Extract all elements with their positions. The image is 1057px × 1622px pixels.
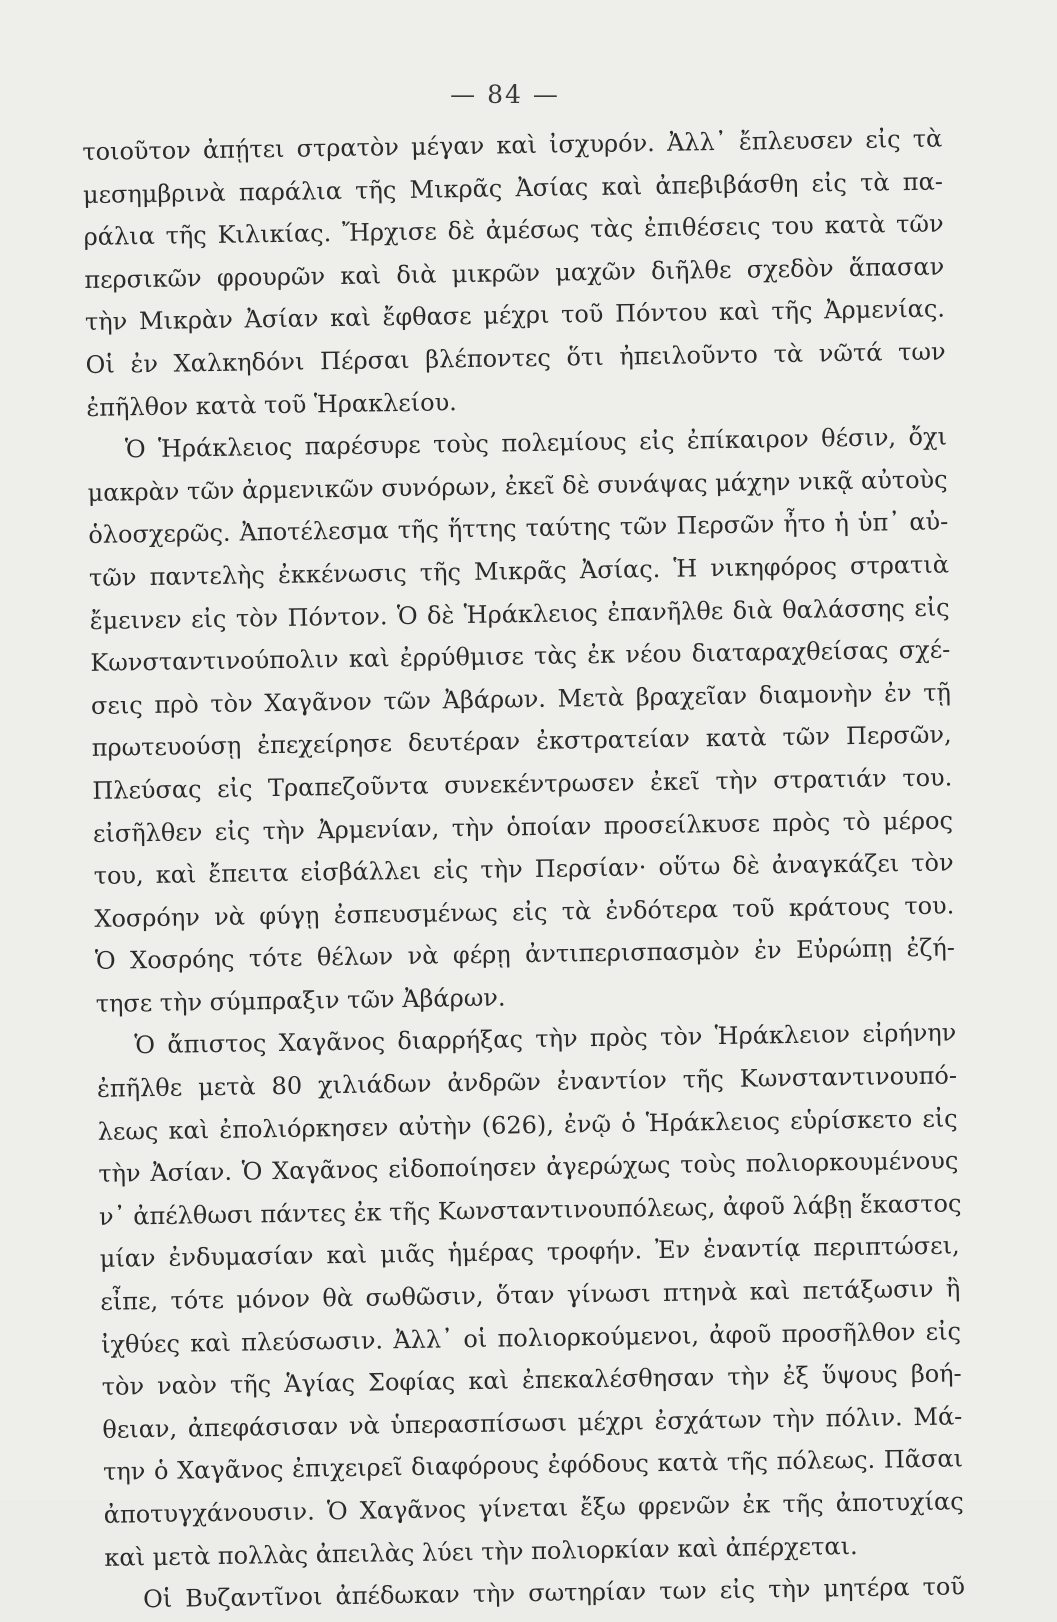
text-line: τοιοῦτον ἀπῄτει στρατὸν μέγαν καὶ ἰσχυρόν. Ἀλλ᾽ ἔπλευσεν εἰς τὰ — [82, 124, 943, 166]
text-line: ἔμεινεν εἰς τὸν Πόντον. Ὁ δὲ Ἡράκλειος ἐπανῆλθε διὰ θαλάσσης εἰς — [89, 592, 950, 635]
text-line: ἀποτυγχάνουσιν. Ὁ Χαγᾶνος γίνεται ἔξω φρενῶν ἐκ τῆς ἀποτυχίας — [103, 1487, 964, 1529]
text-line: σεις πρὸ τὸν Χαγᾶνον τῶν Ἀβάρων. Μετὰ βραχεῖαν διαμονὴν ἐν τῇ — [90, 678, 952, 720]
text-line: τὸν ναὸν τῆς Ἁγίας Σοφίας καὶ ἐπεκαλέσθησαν τὴν ἐξ ὕψους βοή- — [101, 1359, 962, 1402]
text-line: εἰσῆλθεν εἰς τὴν Ἀρμενίαν, τὴν ὁποίαν προσείλκυσε πρὸς τὸ μέρος — [92, 805, 954, 848]
text-line: Ὁ Χοσρόης τότε θέλων νὰ φέρῃ ἀντιπερισπασμὸν ἐν Εὐρώπῃ ἐζή- — [94, 933, 956, 976]
text-line: Ὁ Ἡράκλειος παρέσυρε τοὺς πολεμίους εἰς ἐπίκαιρον θέσιν, ὄχι — [124, 422, 948, 464]
text-line: καὶ μετὰ πολλὰς ἀπειλὰς λύει τὴν πολιορκίαν καὶ ἀπέρχεται. — [104, 1531, 858, 1572]
page-number: — 84 — — [450, 80, 560, 109]
text-line: περσικῶν φρουρῶν καὶ διὰ μικρῶν μαχῶν διῆλθε σχεδὸν ἅπασαν — [84, 252, 945, 294]
text-line: ἰχθύες καὶ πλεύσωσιν. Ἀλλ᾽ οἱ πολιορκούμενοι, ἀφοῦ προσῆλθον εἰς — [100, 1316, 962, 1359]
text-line: μακρὰν τῶν ἀρμενικῶν συνόρων, ἐκεῖ δὲ συνάψας μάχην νικᾷ αὐτοὺς — [87, 465, 948, 507]
text-line: τῶν παντελὴς ἐκκένωσις τῆς Μικρᾶς Ἀσίας. Ἡ νικηφόρος στρατιὰ — [88, 550, 950, 592]
text-line: τὴν Ἀσίαν. Ὁ Χαγᾶνος εἰδοποίησεν ἀγερώχως τοὺς πολιορκουμένους — [98, 1146, 959, 1189]
text-line: Χοσρόην νὰ φύγῃ ἐσπευσμένως εἰς τὰ ἐνδότερα τοῦ κράτους του. — [94, 891, 955, 933]
text-line: πρωτευούσῃ ἐπεχείρησε δευτέραν ἐκστρατείαν κατὰ τῶν Περσῶν, — [91, 720, 952, 763]
text-line: Πλεύσας εἰς Τραπεζοῦντα συνεκέντρωσεν ἐκεῖ τὴν στρατιάν του. — [92, 763, 953, 805]
text-line: τησε τὴν σύμπραξιν τῶν Ἀβάρων. — [95, 983, 506, 1018]
text-line: ράλια τῆς Κιλικίας. Ἤρχισε δὲ ἀμέσως τὰς ἐπιθέσεις του κατὰ τῶν — [83, 209, 944, 252]
text-line: Κωνσταντινούπολιν καὶ ἐρρύθμισε τὰς ἐκ νέου διαταραχθείσας σχέ- — [90, 635, 951, 678]
text-line: Ὁ ἄπιστος Χαγᾶνος διαρρήξας τὴν πρὸς τὸν Ἡράκλειον εἰρήνην — [134, 1018, 957, 1060]
text-line: εἶπε, τότε μόνον θὰ σωθῶσιν, ὅταν γίνωσι πτηνὰ καὶ πετάξωσιν ἢ — [100, 1274, 961, 1316]
text-line: λεως καὶ ἐπολιόρκησεν αὐτὴν (626), ἐνῷ ὁ Ἡράκλειος εὑρίσκετο εἰς — [97, 1104, 958, 1146]
text-line: ὁλοσχερῶς. Ἀποτέλεσμα τῆς ἥττης ταύτης τῶν Περσῶν ἦτο ἡ ὑπ᾽ αὐ- — [88, 507, 949, 550]
text-line: μίαν ἐνδυμασίαν καὶ μιᾶς ἡμέρας τροφήν. Ἐν ἐναντίᾳ περιπτώσει, — [99, 1231, 960, 1274]
text-line: την ὁ Χαγᾶνος ἐπιχειρεῖ διαφόρους ἐφόδους κατὰ τῆς πόλεως. Πᾶσαι — [102, 1444, 964, 1487]
body-text — [82, 117, 965, 1621]
text-line: ἐπῆλθον κατὰ τοῦ Ἡρακλείου. — [86, 387, 458, 422]
text-line: Οἱ Βυζαντῖνοι ἀπέδωκαν τὴν σωτηρίαν των εἰς τὴν μητέρα τοῦ — [142, 1572, 966, 1614]
text-line: ἐπῆλθε μετὰ 80 χιλιάδων ἀνδρῶν ἐναντίον τῆς Κωνσταντινουπό- — [96, 1061, 958, 1103]
text-line: Οἱ ἐν Χαλκηδόνι Πέρσαι βλέποντες ὅτι ἠπειλοῦντο τὰ νῶτά των — [85, 337, 946, 379]
text-line: του, καὶ ἔπειτα εἰσβάλλει εἰς τὴν Περσίαν· οὕτω δὲ ἀναγκάζει τὸν — [93, 848, 954, 891]
text-line: τὴν Μικρὰν Ἀσίαν καὶ ἔφθασε μέχρι τοῦ Πόντου καὶ τῆς Ἀρμενίας. — [84, 294, 946, 337]
text-line: θειαν, ἀπεφάσισαν νὰ ὑπερασπίσωσι μέχρι ἐσχάτων τὴν πόλιν. Μά- — [102, 1402, 963, 1444]
text-line: ν᾽ ἀπέλθωσι πάντες ἐκ τῆς Κωνσταντινουπόλεως, ἀφοῦ λάβῃ ἕκαστος — [98, 1189, 962, 1231]
text-line: μεσημβρινὰ παράλια τῆς Μικρᾶς Ἀσίας καὶ ἀπεβιβάσθη εἰς τὰ πα- — [82, 167, 944, 209]
